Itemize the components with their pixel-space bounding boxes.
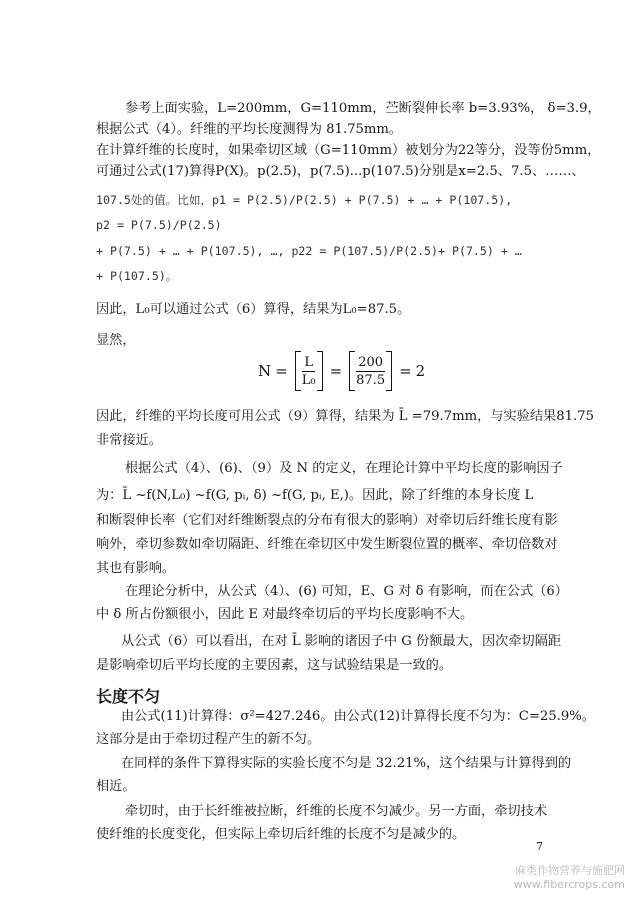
paragraph-line: 其也有影响。 xyxy=(96,561,176,576)
paragraph-line: 牵切时，由于长纤维被拉断，纤维的长度不匀减少。另一方面，牵切技术 xyxy=(125,804,547,819)
paragraph-line: + P(7.5) + … + P(107.5), …, p22 = P(107.5)/P(2.5)+ P(7.5) + … xyxy=(96,244,522,258)
paragraph-line: p2 = P(7.5)/P(2.5) xyxy=(96,218,222,232)
paragraph-line: 和断裂伸长率（它们对纤维断裂点的分布有很大的影响）对牵切后纤维长度有影 xyxy=(96,513,558,528)
paragraph-line: 使纤维的长度变化，但实际上牵切后纤维的长度不匀是减少的。 xyxy=(96,827,466,842)
paragraph-line: + P(107.5)。 xyxy=(96,269,178,283)
page-number: 7 xyxy=(536,840,543,853)
paragraph-line: 在理论分析中，从公式（4）、(6) 可知，E、G 对 δ 有影响，而在公式（6） xyxy=(125,584,568,599)
paragraph-line: 107.5处的值。比如，p1 = P(2.5)/P(2.5) + P(7.5) + … + P(107.5), xyxy=(96,193,513,207)
ceiling-bracket-2 xyxy=(349,351,392,391)
paragraph-line: 是影响牵切后平均长度的主要因素，这与试验结果是一致的。 xyxy=(96,658,453,673)
watermark-line: 麻类作物营养与施肥网 xyxy=(515,864,625,877)
fraction-numerator: L xyxy=(304,354,313,370)
equals-sign: = xyxy=(329,362,343,380)
fraction-numerator: 200 xyxy=(358,354,384,370)
paragraph-line: 根据公式（4）。纤维的平均长度测得为 81.75mm。 xyxy=(96,122,403,137)
paragraph-line: 从公式（6）可以看出，在对 L̄ 影响的诸因子中 G 份额最大，因次牵切隔距 xyxy=(121,634,562,649)
paragraph-line: 参考上面实验，L=200mm，G=110mm，苎断裂伸长率 b=3.93%， δ=3.9， xyxy=(125,101,601,116)
equation-result: 2 xyxy=(415,362,426,380)
paragraph-line: 因此，纤维的平均长度可用公式（9）算得，结果为 L̄ =79.7mm，与实验结果81.75 xyxy=(96,409,594,424)
fraction-200-over-87-5 xyxy=(354,355,387,388)
watermark-line: www.fibercrops.com xyxy=(513,878,625,891)
equals-sign: = xyxy=(275,362,288,380)
watermark xyxy=(514,864,625,892)
paragraph-line: 这部分是由于牵切过程产生的新不匀。 xyxy=(96,732,321,747)
section-heading: 长度不匀 xyxy=(96,687,161,706)
paragraph-line: 中 δ 所占份额很小，因此 E 对最终牵切后的平均长度影响不大。 xyxy=(96,607,474,622)
paragraph-line: 因此，L₀可以通过公式（6）算得，结果为L₀=87.5。 xyxy=(96,302,411,317)
equals-sign: = xyxy=(399,362,412,380)
fraction-l-over-l0 xyxy=(300,355,318,388)
paragraph-line: 响外，牵切参数如牵切隔距、纤维在牵切区中发生断裂位置的概率、牵切倍数对 xyxy=(96,537,558,552)
paragraph-line: 显然， xyxy=(96,333,136,348)
paragraph-line: 在同样的条件下算得实际的实验长度不匀是 32.21%，这个结果与计算得到的 xyxy=(121,756,572,771)
fraction-denominator: 87.5 xyxy=(356,372,386,388)
paragraph-line: 可通过公式(17)算得P(X)。p(2.5)，p(7.5)...p(107.5)分别是x=2.5、7.5、……、 xyxy=(96,164,585,179)
equation-n xyxy=(258,350,425,392)
paragraph-line: 在计算纤维的长度时，如果牵切区域（G=110mm）被划分为22等分，没等份5mm， xyxy=(96,143,601,158)
equation-lhs: N xyxy=(258,362,272,380)
paragraph-line: 为：L̄ ~f(N,L₀) ~f(G, pᵢ, δ) ~f(G, pᵢ, E,)。因此，除了纤维的本身长度 L xyxy=(96,488,534,503)
paragraph-line: 非常接近。 xyxy=(96,433,162,448)
paragraph-line: 相近。 xyxy=(96,779,136,794)
paragraph-line: 根据公式（4）、(6)、（9）及 N 的定义，在理论计算中平均长度的影响因子 xyxy=(125,461,563,476)
ceiling-bracket-1 xyxy=(295,351,323,391)
fraction-denominator: L₀ xyxy=(301,372,316,388)
paragraph-line: 由公式(11)计算得：σ²=427.246。由公式(12)计算得长度不匀为：C=25.9%。 xyxy=(121,709,595,724)
